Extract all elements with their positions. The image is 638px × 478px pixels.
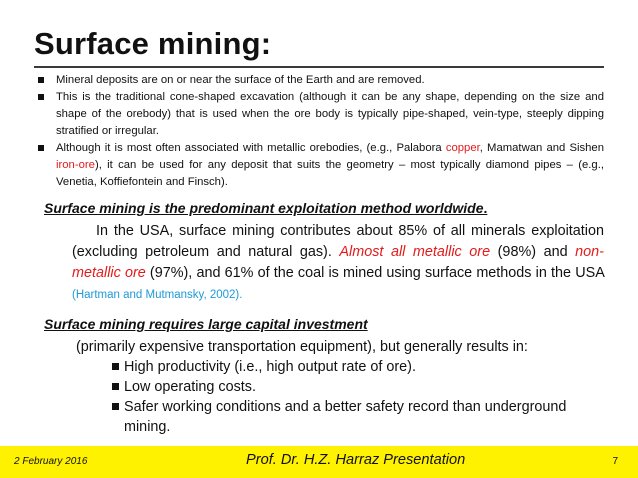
- list-item-text: Safer working conditions and a better safety record than underground mining.: [124, 399, 567, 435]
- list-item: [110, 357, 600, 377]
- bullet-text: Mineral deposits are on or near the surface of the Earth and are removed.: [56, 74, 425, 86]
- footer-bar: [0, 446, 638, 478]
- list-item-text: Low operating costs.: [124, 379, 256, 395]
- citation: (Hartman and Mutmansky, 2002).: [72, 289, 243, 301]
- list-item: [110, 397, 600, 437]
- square-bullet-icon: [112, 383, 119, 390]
- bullet-item: [36, 72, 604, 89]
- title-underline: [34, 66, 604, 68]
- square-bullet-icon: [112, 363, 119, 370]
- bullet-text: ), it can be used for any deposit that suits the geometry – most typically diamond pipes – (e.g., Venetia, Koffiefontein and Finsch).: [56, 159, 604, 188]
- square-bullet-icon: [38, 77, 44, 83]
- highlight-iron-ore: iron-ore: [56, 159, 95, 171]
- section-heading-text: Surface mining is the predominant exploitation method worldwide: [44, 200, 484, 216]
- bullet-item: [36, 140, 604, 191]
- highlight-copper: copper: [445, 142, 480, 154]
- list-item-text: High productivity (i.e., high output rate of ore).: [124, 359, 416, 375]
- section-heading-period: .: [483, 200, 488, 216]
- bullet-text: This is the traditional cone-shaped excavation (although it can be any shape, depending on the size and shape of the orebody) that is used when the ore body is typically pipe-shaped, vein-type, steeply dipping stratified or irregular.: [56, 91, 604, 137]
- square-bullet-icon: [38, 94, 44, 100]
- paragraph-text: In the USA, surface mining contributes about 85% of all minerals exploitation (excluding petroleum and natural gas).: [72, 223, 604, 260]
- bullet-item: [36, 89, 604, 140]
- results-list: [110, 357, 600, 437]
- paragraph-text: (98%) and: [490, 244, 576, 260]
- footer-author: Prof. Dr. H.Z. Harraz Presentation: [246, 452, 466, 468]
- paragraph-text: (97%), and 61% of the coal is mined using surface methods in the USA: [145, 265, 604, 281]
- bullet-text: Although it is most often associated with metallic orebodies, (e.g., Palabora: [56, 142, 446, 154]
- capital-paragraph: (primarily expensive transportation equipment), but generally results in:: [76, 339, 528, 355]
- page-number: 7: [612, 456, 618, 467]
- highlight-non-metallic-ore: non-metallic ore: [72, 244, 604, 281]
- bullet-text: , Mamatwan and Sishen: [479, 142, 604, 154]
- usa-paragraph: [72, 221, 604, 306]
- square-bullet-icon: [38, 145, 44, 151]
- section-heading-capital: Surface mining requires large capital investment: [44, 316, 368, 332]
- square-bullet-icon: [112, 403, 119, 410]
- footer-date: 2 February 2016: [14, 456, 88, 467]
- slide-title: Surface mining:: [34, 26, 272, 61]
- highlight-metallic-ore: Almost all metallic ore: [339, 244, 491, 260]
- bullet-list: [36, 72, 604, 191]
- list-item: [110, 377, 600, 397]
- section-heading-predominant: [44, 200, 604, 216]
